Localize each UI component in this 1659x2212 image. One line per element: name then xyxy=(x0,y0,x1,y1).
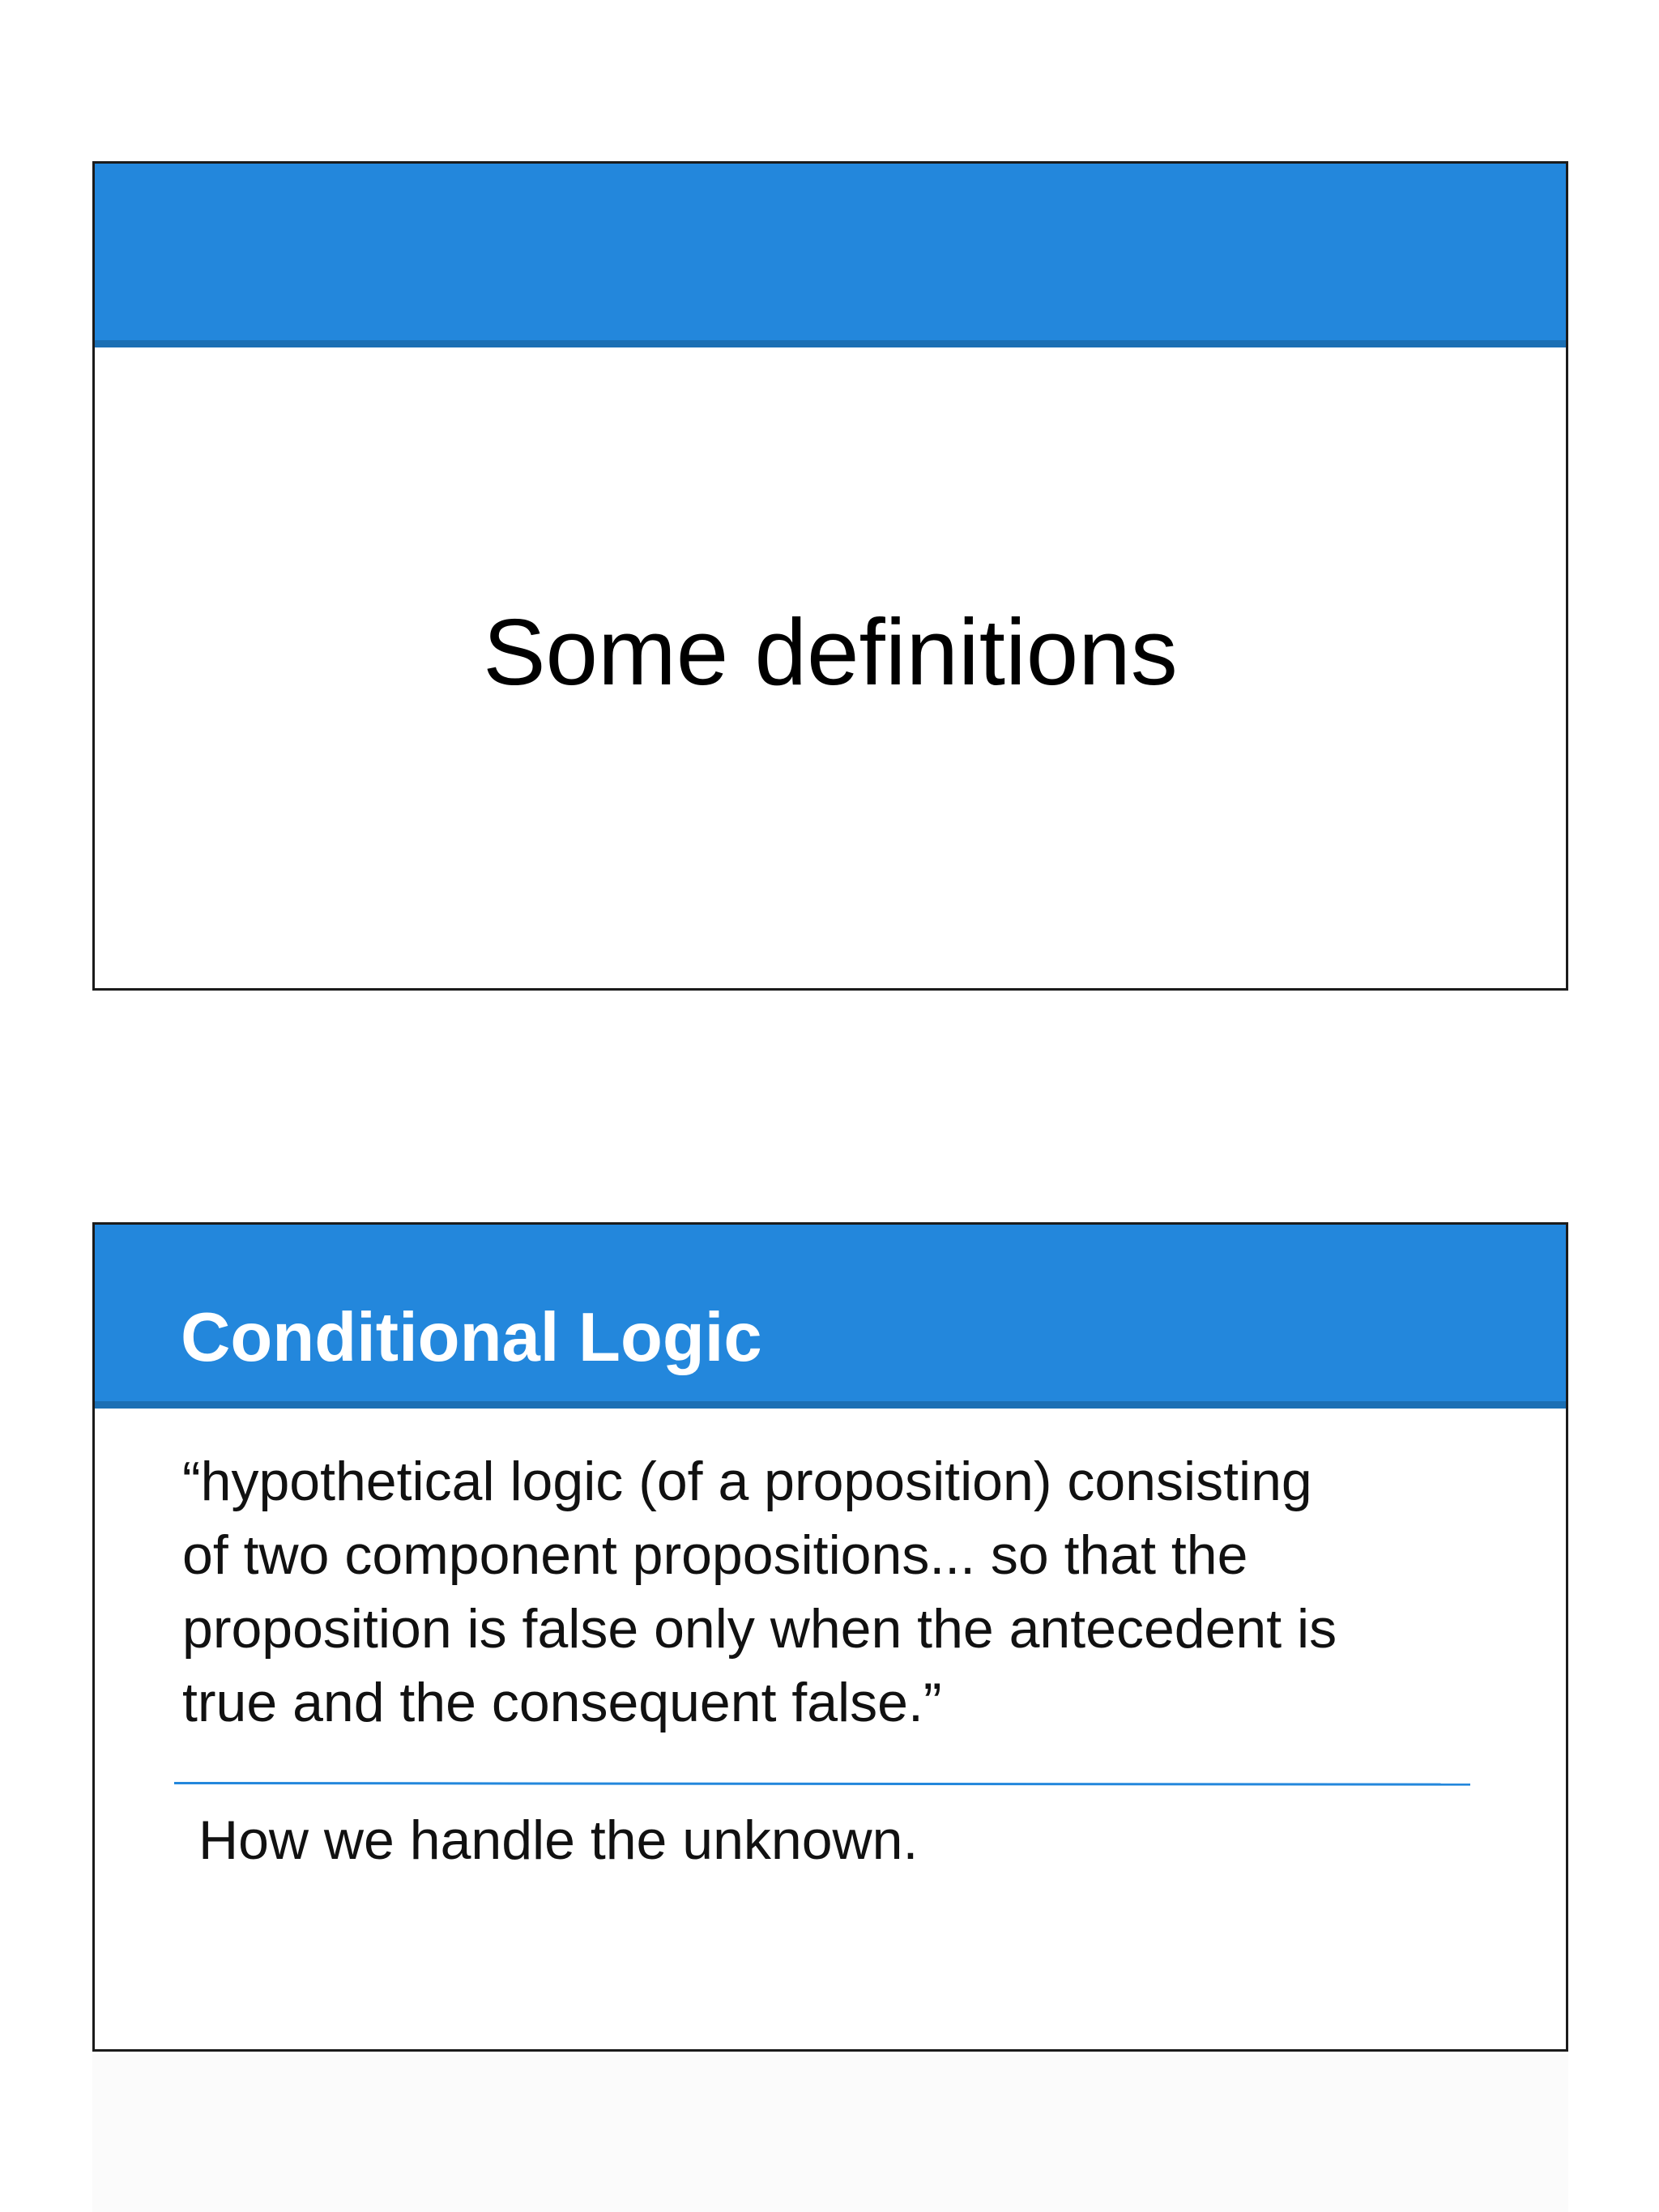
definition-quote: “hypothetical logic (of a proposition) consisting of two component propositions... so that the proposition is false only when the antecedent is true and the consequent false.” xyxy=(182,1451,1337,1733)
divider-line xyxy=(174,1782,1470,1786)
slide-title: Some definitions xyxy=(483,599,1178,705)
slide-some-definitions xyxy=(92,161,1568,991)
page-background-tint xyxy=(92,2054,1568,2212)
slide-header-bar xyxy=(95,1225,1566,1409)
slide-title: Conditional Logic xyxy=(181,1299,762,1376)
subtext: How we handle the unknown. xyxy=(198,1809,919,1871)
slide-conditional-logic xyxy=(92,1222,1568,2052)
slide-header-bar xyxy=(95,164,1566,347)
